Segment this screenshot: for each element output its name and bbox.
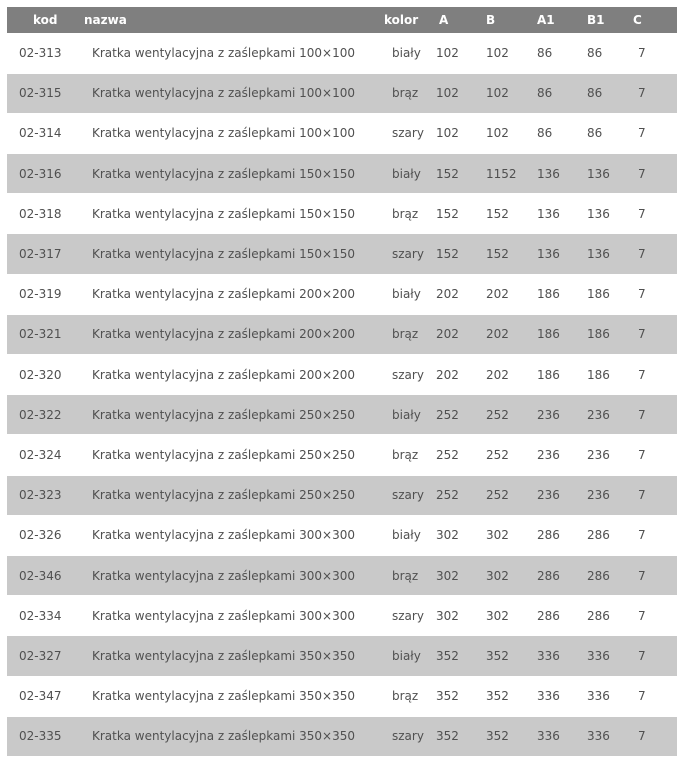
table-row	[7, 555, 677, 595]
cell-c: 7	[638, 126, 646, 141]
cell-kod: 02-347	[19, 689, 62, 704]
cell-c: 7	[638, 45, 646, 60]
cell-kolor: brąz	[392, 86, 419, 101]
cell-c: 7	[638, 729, 646, 744]
cell-b1: 136	[587, 166, 610, 181]
table-row	[7, 113, 677, 153]
cell-a: 152	[436, 247, 459, 262]
cell-a1: 236	[537, 447, 560, 462]
cell-b: 152	[486, 247, 509, 262]
cell-a: 252	[436, 407, 459, 422]
header-row	[7, 7, 677, 33]
cell-a: 302	[436, 608, 459, 623]
cell-nazwa: Kratka wentylacyjna z zaślepkami 300×300	[92, 568, 356, 583]
cell-c: 7	[638, 407, 646, 422]
cell-b: 352	[486, 729, 509, 744]
table-row	[7, 395, 677, 435]
cell-b: 102	[486, 126, 509, 141]
cell-b: 302	[486, 528, 509, 543]
cell-a: 252	[436, 488, 459, 503]
cell-kod: 02-315	[19, 86, 62, 101]
cell-c: 7	[638, 86, 646, 101]
cell-c: 7	[638, 166, 646, 181]
cell-a: 102	[436, 45, 459, 60]
cell-a: 102	[436, 126, 459, 141]
cell-a1: 286	[537, 528, 560, 543]
table-row	[7, 234, 677, 274]
cell-kod: 02-322	[19, 407, 62, 422]
cell-a1: 236	[537, 488, 560, 503]
cell-a1: 286	[537, 568, 560, 583]
cell-a: 152	[436, 166, 459, 181]
table-row	[7, 355, 677, 395]
cell-a: 302	[436, 568, 459, 583]
table-row	[7, 154, 677, 194]
cell-kolor: szary	[392, 247, 424, 262]
header-c: C	[633, 13, 642, 27]
cell-b1: 86	[587, 126, 603, 141]
cell-kolor: szary	[392, 126, 424, 141]
cell-nazwa: Kratka wentylacyjna z zaślepkami 150×150	[92, 206, 356, 221]
cell-nazwa: Kratka wentylacyjna z zaślepkami 200×200	[92, 287, 356, 302]
cell-a1: 136	[537, 166, 560, 181]
cell-b: 352	[486, 648, 509, 663]
cell-nazwa: Kratka wentylacyjna z zaślepkami 200×200	[92, 327, 356, 342]
cell-b1: 186	[587, 367, 610, 382]
cell-kod: 02-313	[19, 45, 62, 60]
header-a1: A1	[537, 13, 555, 27]
cell-c: 7	[638, 287, 646, 302]
cell-a1: 336	[537, 729, 560, 744]
cell-kod: 02-321	[19, 327, 62, 342]
cell-b: 1152	[486, 166, 517, 181]
cell-nazwa: Kratka wentylacyjna z zaślepkami 250×250	[92, 407, 356, 422]
cell-b: 252	[486, 488, 509, 503]
cell-b1: 136	[587, 247, 610, 262]
cell-a: 102	[436, 86, 459, 101]
cell-a1: 336	[537, 648, 560, 663]
cell-kod: 02-327	[19, 648, 62, 663]
cell-kod: 02-323	[19, 488, 62, 503]
cell-kod: 02-326	[19, 528, 62, 543]
cell-b: 202	[486, 287, 509, 302]
cell-b: 152	[486, 206, 509, 221]
cell-c: 7	[638, 528, 646, 543]
cell-b1: 336	[587, 648, 610, 663]
cell-nazwa: Kratka wentylacyjna z zaślepkami 350×350	[92, 648, 356, 663]
cell-b1: 236	[587, 447, 610, 462]
cell-c: 7	[638, 247, 646, 262]
cell-a1: 336	[537, 689, 560, 704]
cell-c: 7	[638, 206, 646, 221]
cell-b: 202	[486, 367, 509, 382]
cell-c: 7	[638, 327, 646, 342]
cell-c: 7	[638, 689, 646, 704]
cell-kolor: szary	[392, 729, 424, 744]
cell-kolor: biały	[392, 407, 421, 422]
header-b: B	[486, 13, 496, 27]
cell-a1: 236	[537, 407, 560, 422]
cell-c: 7	[638, 447, 646, 462]
cell-kolor: brąz	[392, 568, 419, 583]
cell-a: 352	[436, 729, 459, 744]
cell-nazwa: Kratka wentylacyjna z zaślepkami 200×200	[92, 367, 356, 382]
cell-nazwa: Kratka wentylacyjna z zaślepkami 250×250	[92, 488, 356, 503]
cell-kod: 02-324	[19, 447, 62, 462]
cell-a1: 86	[537, 45, 553, 60]
cell-b1: 336	[587, 729, 610, 744]
cell-b1: 86	[587, 86, 603, 101]
cell-b1: 236	[587, 488, 610, 503]
cell-a: 202	[436, 287, 459, 302]
cell-a: 202	[436, 367, 459, 382]
cell-b1: 286	[587, 608, 610, 623]
cell-kod: 02-317	[19, 247, 62, 262]
cell-a: 352	[436, 689, 459, 704]
cell-nazwa: Kratka wentylacyjna z zaślepkami 250×250	[92, 447, 356, 462]
cell-nazwa: Kratka wentylacyjna z zaślepkami 100×100	[92, 45, 356, 60]
cell-nazwa: Kratka wentylacyjna z zaślepkami 150×150	[92, 166, 356, 181]
table-row	[7, 73, 677, 113]
cell-kolor: brąz	[392, 206, 419, 221]
header-nazwa: nazwa	[84, 13, 127, 27]
table-row	[7, 33, 677, 73]
cell-c: 7	[638, 608, 646, 623]
cell-c: 7	[638, 568, 646, 583]
cell-kod: 02-316	[19, 166, 62, 181]
cell-kod: 02-319	[19, 287, 62, 302]
cell-nazwa: Kratka wentylacyjna z zaślepkami 300×300	[92, 608, 356, 623]
cell-b1: 236	[587, 407, 610, 422]
cell-kod: 02-346	[19, 568, 62, 583]
cell-kolor: biały	[392, 166, 421, 181]
cell-a: 302	[436, 528, 459, 543]
cell-kolor: szary	[392, 367, 424, 382]
cell-kod: 02-334	[19, 608, 62, 623]
cell-a: 252	[436, 447, 459, 462]
cell-b1: 286	[587, 568, 610, 583]
cell-c: 7	[638, 367, 646, 382]
cell-kod: 02-318	[19, 206, 62, 221]
cell-kod: 02-320	[19, 367, 62, 382]
cell-c: 7	[638, 648, 646, 663]
cell-a: 352	[436, 648, 459, 663]
header-b1: B1	[587, 13, 605, 27]
cell-nazwa: Kratka wentylacyjna z zaślepkami 300×300	[92, 528, 356, 543]
table-row	[7, 314, 677, 354]
cell-a1: 86	[537, 86, 553, 101]
table-header	[7, 7, 677, 33]
cell-b: 302	[486, 608, 509, 623]
cell-b: 102	[486, 86, 509, 101]
cell-a1: 186	[537, 367, 560, 382]
header-a: A	[439, 13, 449, 27]
table-row	[7, 676, 677, 716]
cell-b: 102	[486, 45, 509, 60]
cell-kolor: szary	[392, 488, 424, 503]
cell-kolor: biały	[392, 287, 421, 302]
cell-kolor: biały	[392, 528, 421, 543]
cell-kolor: biały	[392, 45, 421, 60]
cell-a1: 136	[537, 206, 560, 221]
table-row	[7, 194, 677, 234]
cell-b1: 186	[587, 287, 610, 302]
table-row	[7, 636, 677, 676]
cell-kolor: brąz	[392, 327, 419, 342]
cell-nazwa: Kratka wentylacyjna z zaślepkami 100×100	[92, 86, 356, 101]
cell-b: 202	[486, 327, 509, 342]
product-table-container	[7, 7, 677, 757]
cell-a: 152	[436, 206, 459, 221]
cell-nazwa: Kratka wentylacyjna z zaślepkami 150×150	[92, 247, 356, 262]
cell-kod: 02-314	[19, 126, 62, 141]
cell-nazwa: Kratka wentylacyjna z zaślepkami 100×100	[92, 126, 356, 141]
cell-b1: 336	[587, 689, 610, 704]
header-kod: kod	[33, 13, 58, 27]
table-row	[7, 274, 677, 314]
cell-kolor: brąz	[392, 689, 419, 704]
cell-kolor: brąz	[392, 447, 419, 462]
header-kolor: kolor	[384, 13, 419, 27]
cell-nazwa: Kratka wentylacyjna z zaślepkami 350×350	[92, 689, 356, 704]
table-row	[7, 515, 677, 555]
cell-a1: 86	[537, 126, 553, 141]
table-row	[7, 596, 677, 636]
cell-a1: 286	[537, 608, 560, 623]
table-row	[7, 475, 677, 515]
table-row	[7, 716, 677, 756]
cell-kolor: biały	[392, 648, 421, 663]
cell-c: 7	[638, 488, 646, 503]
cell-a1: 186	[537, 287, 560, 302]
cell-b1: 136	[587, 206, 610, 221]
table-body	[7, 33, 677, 756]
cell-nazwa: Kratka wentylacyjna z zaślepkami 350×350	[92, 729, 356, 744]
cell-b: 352	[486, 689, 509, 704]
cell-a1: 186	[537, 327, 560, 342]
cell-b: 252	[486, 407, 509, 422]
cell-b1: 86	[587, 45, 603, 60]
cell-b: 252	[486, 447, 509, 462]
cell-a1: 136	[537, 247, 560, 262]
product-table	[7, 7, 677, 757]
cell-kolor: szary	[392, 608, 424, 623]
cell-b1: 186	[587, 327, 610, 342]
cell-kod: 02-335	[19, 729, 62, 744]
table-row	[7, 435, 677, 475]
cell-b: 302	[486, 568, 509, 583]
cell-a: 202	[436, 327, 459, 342]
cell-b1: 286	[587, 528, 610, 543]
